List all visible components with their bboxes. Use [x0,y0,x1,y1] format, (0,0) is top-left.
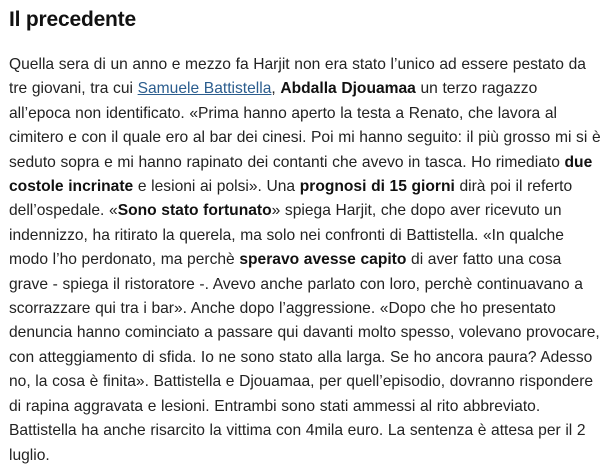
text-segment: di aver fatto una cosa grave - spiega il ristoratore -. Avevo anche parlato con loro, perchè continuavano a scorrazzare qui tra i bar». Anche dopo l’aggressione. «Dopo che ho presentato denuncia hanno cominciato a passare qui davanti molto spesso, volevano provocare, con atteggiamento di sfida. Io ne sono stato alla larga. Se ho ancora paura? Adesso no, la cosa è finita». Battistella e Djouamaa, per quell’episodio, dovranno rispondere di rapina aggravata e lesioni. Entrambi sono stati ammessi al rito abbreviato. Battistella ha anche risarcito la vittima con 4mila euro. La sentenza è attesa per il 2 luglio. [9,251,600,464]
bold-phrase: prognosi di 15 giorni [299,178,455,196]
text-segment: » spiega Harjit, che dopo aver ricevuto un indennizzo, ha ritirato la querela, ma solo nei confronti di Battistella. «In qualche modo l’ho perdonato, ma perchè [9,202,564,269]
article [9,0,602,468]
text-segment: Quella sera di un anno e mezzo fa Harjit non era stato l’unico ad essere pestato da tre giovani, tra cui [9,56,586,98]
text-segment: , [271,80,281,98]
bold-phrase: speravo avesse capito [239,251,407,269]
person-link-samuele-battistella[interactable]: Samuele Battistella [137,80,272,98]
section-heading: Il precedente [9,8,136,31]
text-segment: e lesioni ai polsi». Una [133,178,300,196]
article-paragraph [9,53,602,468]
bold-phrase: due costole incrinate [9,153,593,196]
bold-phrase: Sono stato fortunato [117,202,272,220]
bold-name: Abdalla Djouamaa [280,80,416,98]
text-segment: un terzo ragazzo all’epoca non identificato. «Prima hanno aperto la testa a Renato, che lavora al cimitero e con il quale ero al bar dei cinesi. Poi mi hanno seguito: il più grosso mi si è seduto sopra e mi hanno rapinato dei contanti che avevo in tasca. Ho rimediato [9,80,601,171]
text-segment: dirà poi il referto dell’ospedale. « [9,178,573,220]
